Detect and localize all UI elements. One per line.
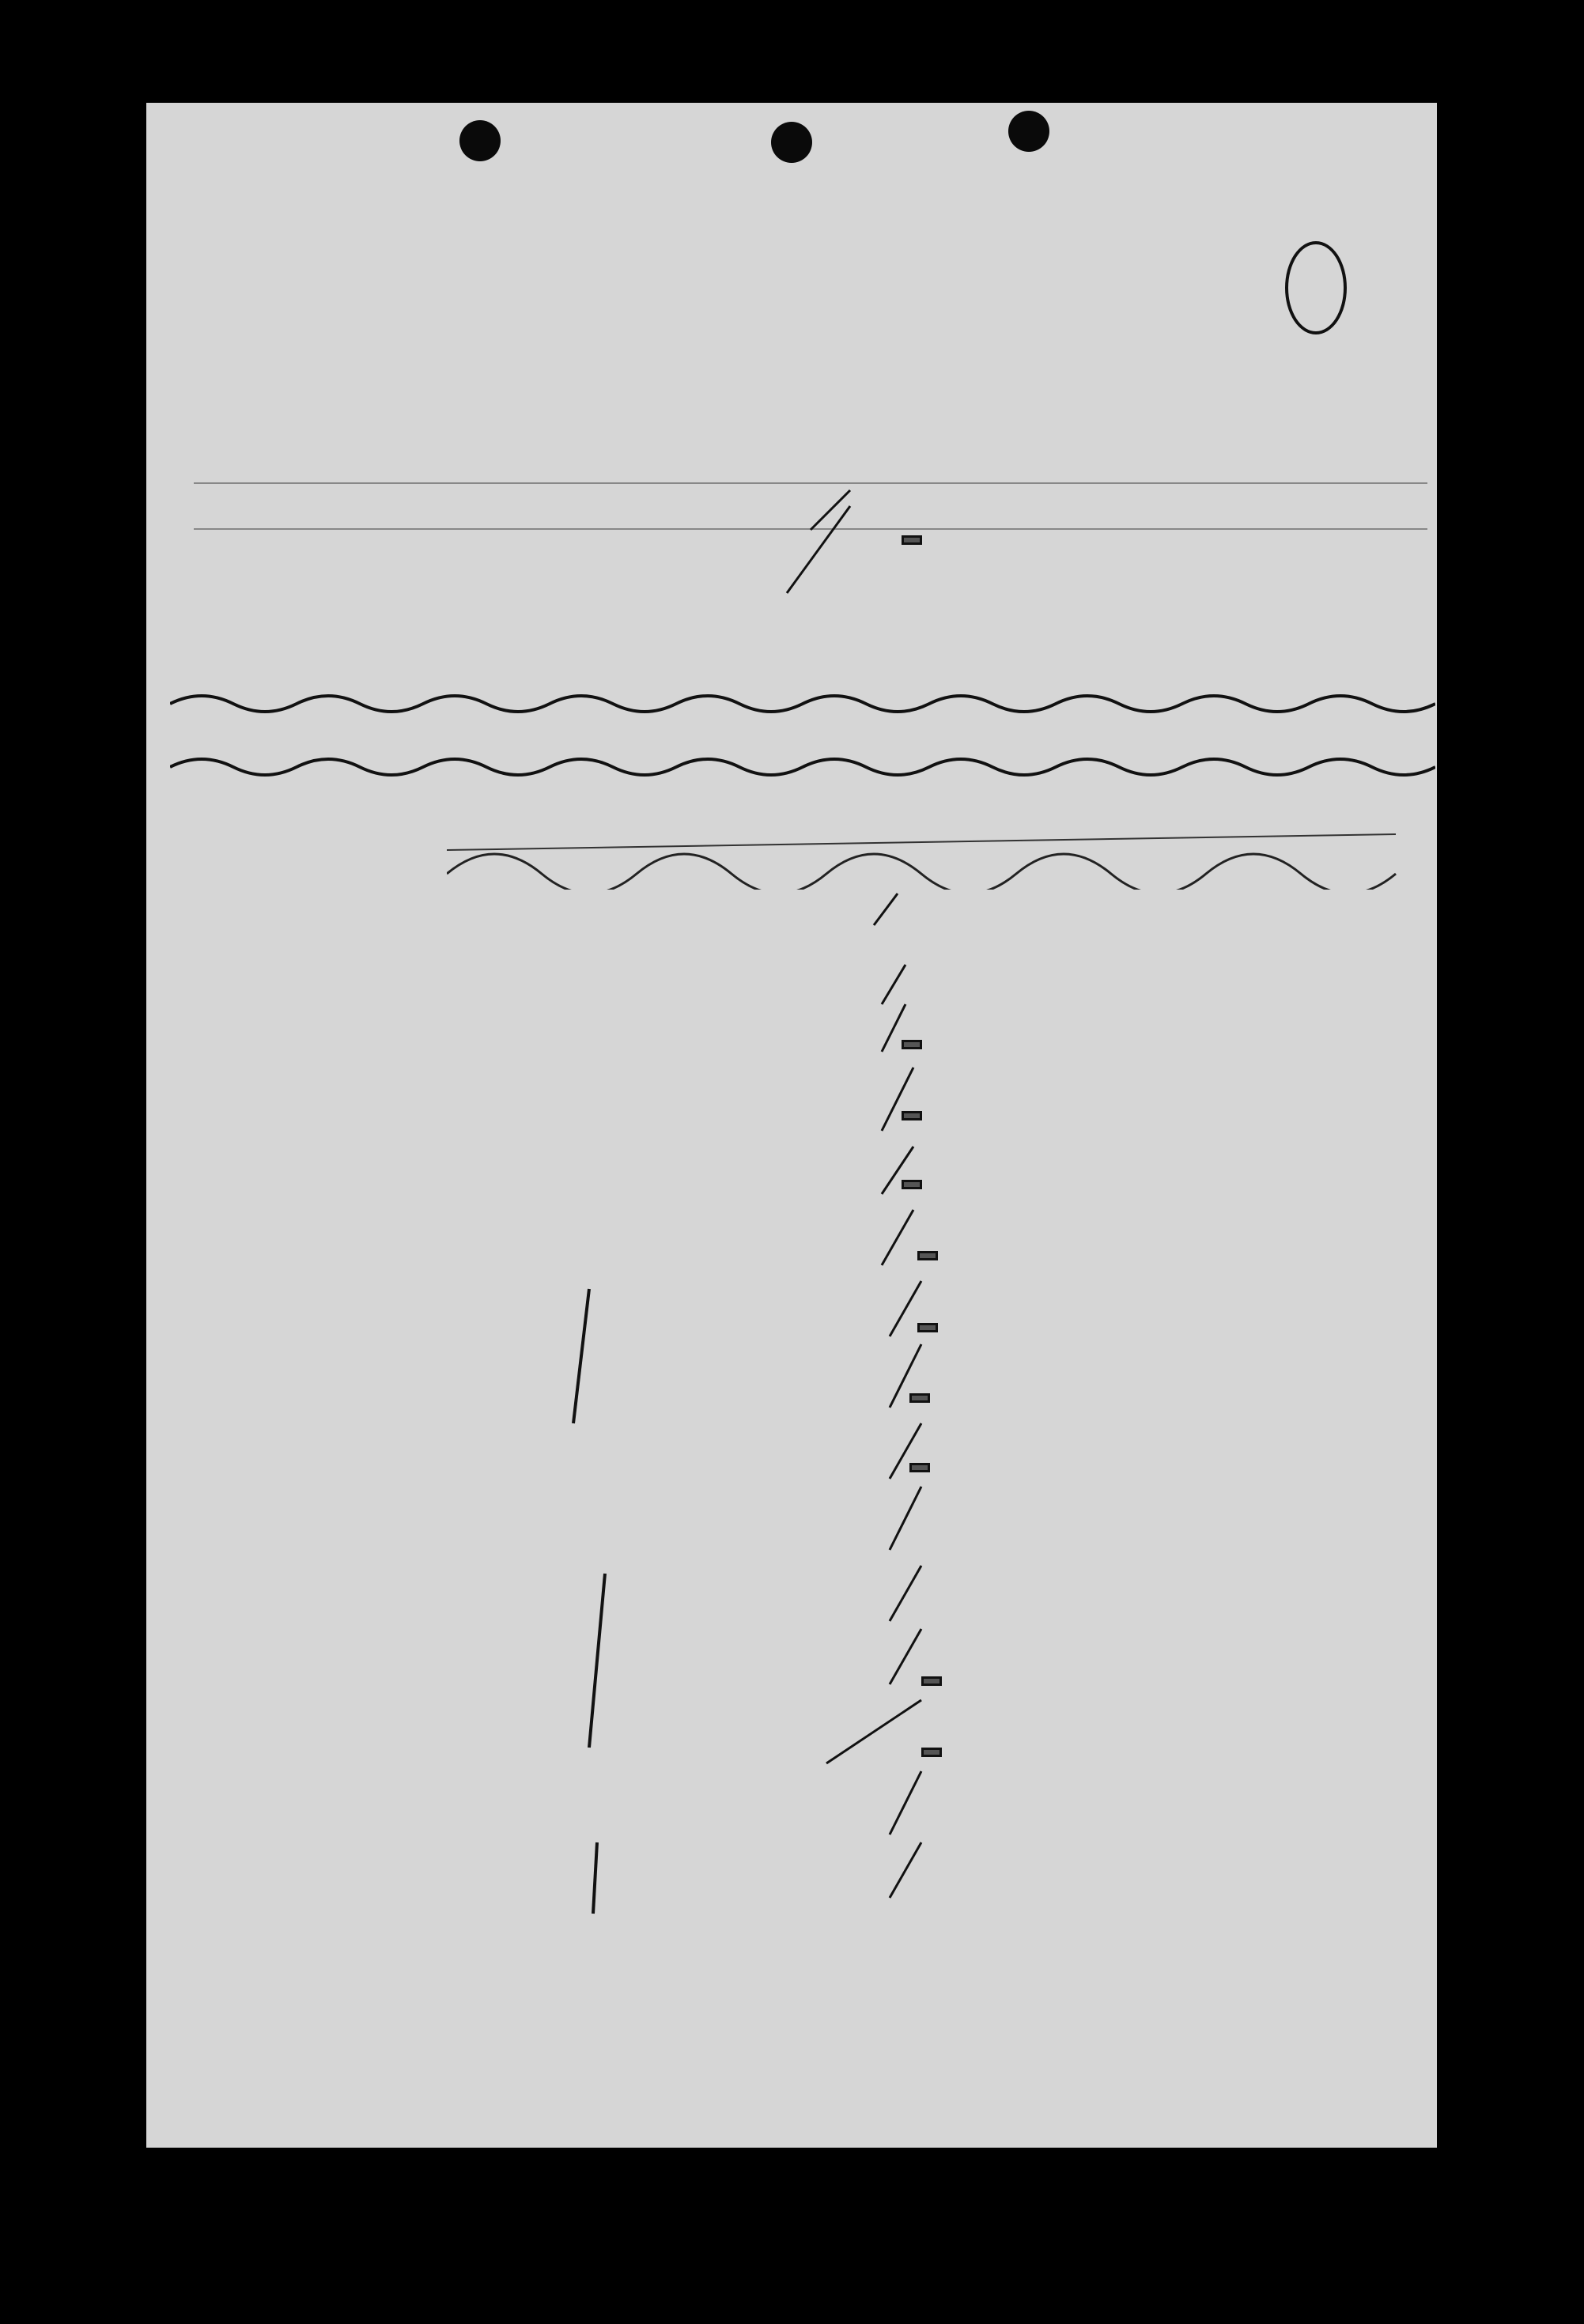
punch-hole bbox=[771, 122, 812, 163]
circled-page-number bbox=[1285, 241, 1347, 334]
punch-hole bbox=[1008, 111, 1049, 152]
manifest-sheet bbox=[146, 103, 1437, 2148]
check-marks bbox=[700, 482, 953, 1969]
punch-hole bbox=[459, 120, 501, 161]
